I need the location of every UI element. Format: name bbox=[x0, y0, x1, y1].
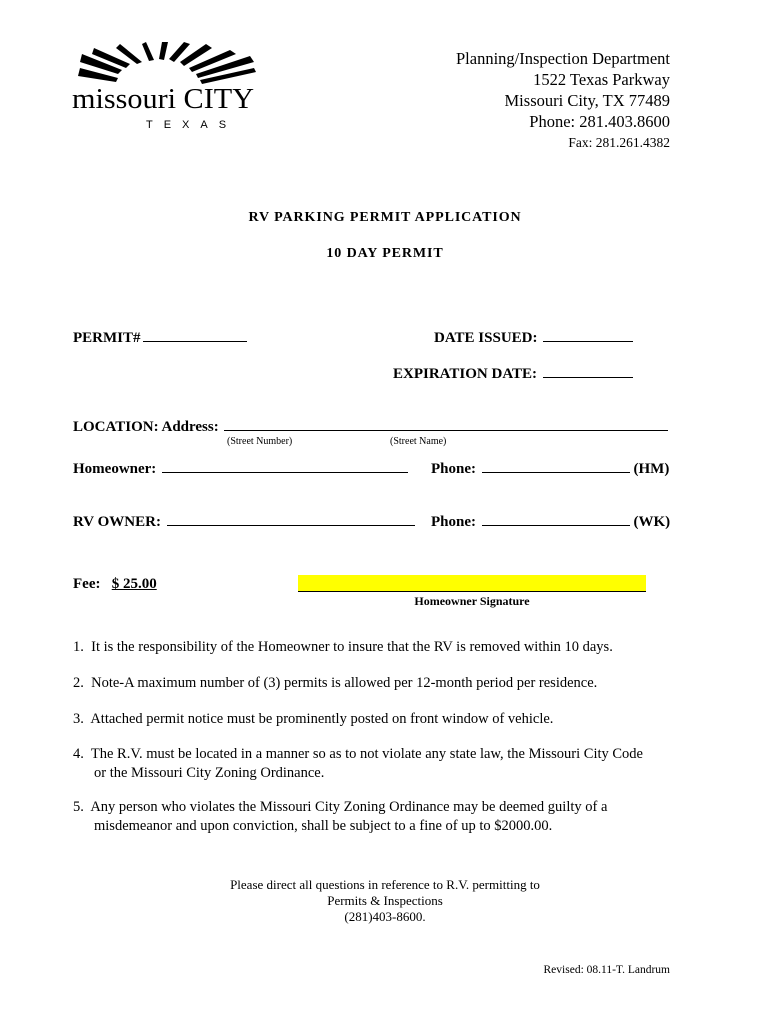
note-text: Attached permit notice must be prominently posted on front window of vehicle. bbox=[90, 711, 554, 727]
work-phone-suffix: (WK) bbox=[633, 514, 671, 530]
note-number: 2. bbox=[73, 675, 84, 691]
form-title: RV PARKING PERMIT APPLICATION bbox=[248, 210, 522, 225]
rv-owner-label: RV OWNER: bbox=[73, 514, 161, 530]
department-city: Missouri City, TX 77489 bbox=[504, 91, 670, 110]
note-item bbox=[73, 798, 670, 836]
note-number: 5. bbox=[73, 799, 84, 815]
note-text-continued: misdemeanor and upon conviction, shall be subject to a fine of up to $2000.00. bbox=[94, 818, 553, 834]
date-issued-label: DATE ISSUED: bbox=[434, 330, 538, 346]
rv-owner-line[interactable] bbox=[167, 513, 415, 526]
contact-phone: (281)403-8600. bbox=[344, 909, 426, 924]
department-phone: Phone: 281.403.8600 bbox=[529, 112, 670, 131]
homeowner-line[interactable] bbox=[162, 460, 408, 473]
note-number: 1. bbox=[73, 639, 84, 655]
fee-value: $ 25.00 bbox=[111, 576, 157, 592]
expiration-date-label: EXPIRATION DATE: bbox=[393, 366, 538, 382]
note-text-continued: or the Missouri City Zoning Ordinance. bbox=[94, 765, 325, 781]
permit-number-field bbox=[73, 329, 247, 347]
logo-state: TEXAS bbox=[146, 119, 238, 131]
note-text: It is the responsibility of the Homeowner to insure that the RV is removed within 10 days. bbox=[91, 639, 613, 655]
location-address-label: LOCATION: Address: bbox=[73, 419, 219, 435]
note-item bbox=[73, 745, 670, 783]
revision-note: Revised: 08.11-T. Landrum bbox=[543, 964, 670, 976]
date-issued-field bbox=[434, 329, 633, 347]
permit-number-line[interactable] bbox=[143, 329, 247, 342]
work-phone-field bbox=[431, 513, 670, 531]
home-phone-line[interactable] bbox=[482, 460, 630, 473]
department-fax: Fax: 281.261.4382 bbox=[568, 135, 670, 150]
work-phone-label: Phone: bbox=[431, 514, 476, 530]
contact-line-1: Please direct all questions in reference to R.V. permitting to bbox=[230, 877, 540, 892]
note-item bbox=[73, 710, 670, 729]
expiration-date-field bbox=[393, 365, 633, 383]
street-name-caption: (Street Name) bbox=[390, 436, 447, 447]
note-item bbox=[73, 638, 670, 657]
department-street: 1522 Texas Parkway bbox=[533, 70, 670, 89]
location-address-line[interactable] bbox=[224, 418, 668, 431]
note-text: Any person who violates the Missouri City Zoning Ordinance may be deemed guilty of a bbox=[90, 799, 608, 815]
homeowner-signature-line[interactable] bbox=[298, 575, 646, 592]
missouri-city-logo bbox=[72, 42, 262, 134]
homeowner-signature-label: Homeowner Signature bbox=[414, 594, 530, 608]
note-number: 4. bbox=[73, 746, 84, 762]
street-number-caption: (Street Number) bbox=[227, 436, 293, 447]
homeowner-field bbox=[73, 460, 408, 478]
logo-wordmark: missouri CITY bbox=[72, 84, 254, 115]
home-phone-label: Phone: bbox=[431, 461, 476, 477]
fee-label: Fee: bbox=[73, 576, 101, 592]
permit-number-label: PERMIT# bbox=[73, 330, 141, 346]
rv-owner-field bbox=[73, 513, 415, 531]
home-phone-field bbox=[431, 460, 669, 478]
note-number: 3. bbox=[73, 711, 84, 727]
department-name: Planning/Inspection Department bbox=[456, 49, 670, 68]
homeowner-label: Homeowner: bbox=[73, 461, 157, 477]
contact-line-2: Permits & Inspections bbox=[327, 893, 443, 908]
date-issued-line[interactable] bbox=[543, 329, 633, 342]
fee-field bbox=[73, 576, 157, 593]
form-subtitle: 10 DAY PERMIT bbox=[326, 246, 444, 261]
sunburst-logo-icon bbox=[72, 42, 262, 134]
note-text: The R.V. must be located in a manner so as to not violate any state law, the Missouri City Code bbox=[90, 746, 643, 762]
home-phone-suffix: (HM) bbox=[633, 461, 670, 477]
work-phone-line[interactable] bbox=[482, 513, 630, 526]
expiration-date-line[interactable] bbox=[543, 365, 633, 378]
note-text: Note-A maximum number of (3) permits is allowed per 12-month period per residence. bbox=[91, 675, 598, 691]
location-address-field bbox=[73, 418, 668, 436]
note-item bbox=[73, 674, 670, 693]
